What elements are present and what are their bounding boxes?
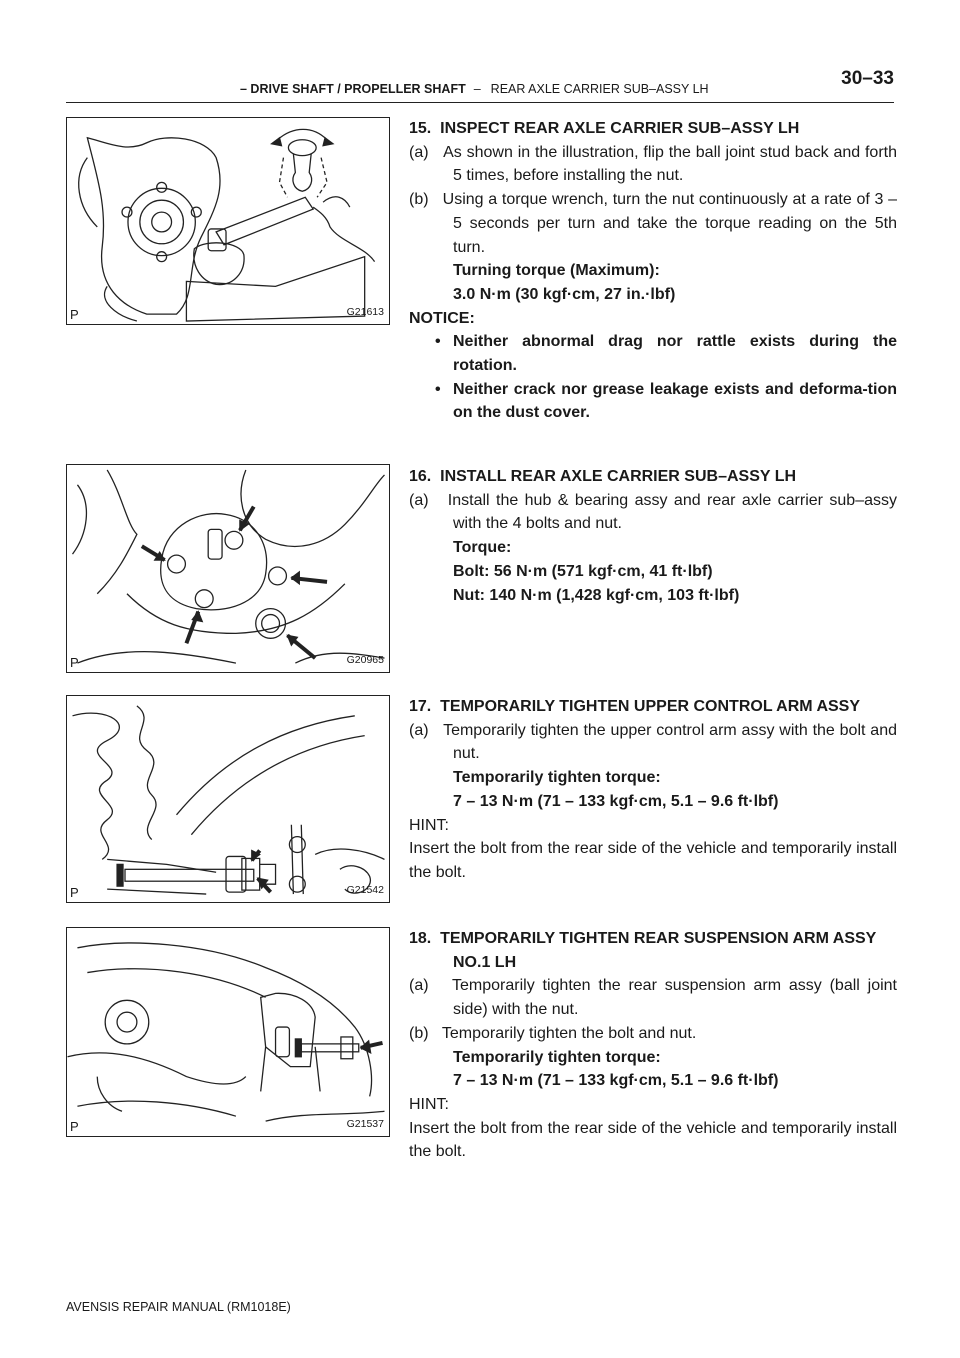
figure-code: G21542 (346, 884, 384, 896)
step-18 (409, 927, 897, 1164)
step-item: (a) As shown in the illustration, flip the ball joint stud back and forth 5 times, before installing the nut. (409, 143, 897, 185)
step-item: (a) Install the hub & bearing assy and rear axle carrier sub–assy with the 4 bolts and nut. (409, 491, 897, 533)
hint-text: Insert the bolt from the rear side of the vehicle and temporarily install the bolt. (409, 1119, 897, 1161)
spec-value: Bolt: 56 N·m (571 kgf·cm, 41 ft·lbf) (453, 562, 713, 580)
figure-p-mark: P (70, 655, 79, 670)
bullet-icon: • (435, 380, 441, 398)
hint-label: HINT: (409, 816, 449, 834)
step-16 (409, 465, 897, 607)
spec-label: Temporarily tighten torque: (453, 769, 661, 787)
notice-bullet: • Neither crack nor grease leakage exists and deforma-tion on the dust cover. (409, 378, 897, 425)
spec-value: 7 – 13 N·m (71 – 133 kgf·cm, 5.1 – 9.6 ft·lbf) (453, 1072, 779, 1090)
section-title: – DRIVE SHAFT / PROPELLER SHAFT – REAR AXLE CARRIER SUB–ASSY LH (240, 82, 709, 96)
figure-code: G21613 (346, 306, 384, 318)
figure-upper-control-arm (66, 695, 390, 903)
spec-label: Turning torque (Maximum): (453, 262, 660, 280)
figure-rear-suspension-arm (66, 927, 390, 1137)
figure-ball-joint-inspection (66, 117, 390, 325)
rear-suspension-arm-illustration (67, 928, 389, 1136)
page-number: 30–33 (841, 68, 894, 89)
axle-carrier-illustration (67, 465, 389, 672)
ball-joint-illustration (67, 118, 389, 324)
step-item: (a) Temporarily tighten the upper control arm assy with the bolt and nut. (409, 721, 897, 763)
manual-footer: AVENSIS REPAIR MANUAL (RM1018E) (66, 1300, 291, 1314)
step-title: 16. INSTALL REAR AXLE CARRIER SUB–ASSY LH (409, 468, 797, 485)
bullet-icon: • (435, 333, 441, 351)
spec-label: Temporarily tighten torque: (453, 1048, 661, 1066)
step-15 (409, 117, 897, 425)
spec-value: 3.0 N·m (30 kgf·cm, 27 in.·lbf) (453, 285, 676, 303)
figure-axle-carrier-bolts (66, 464, 390, 673)
hint-label: HINT: (409, 1095, 449, 1113)
figure-p-mark: P (70, 307, 79, 322)
step-item: (b) Temporarily tighten the bolt and nut. (409, 1024, 697, 1042)
hint-text: Insert the bolt from the rear side of the vehicle and temporarily install the bolt. (409, 840, 897, 881)
notice-label: NOTICE: (409, 309, 475, 327)
notice-bullet: • Neither abnormal drag nor rattle exists during the rotation. (409, 330, 897, 377)
figure-p-mark: P (70, 1119, 79, 1134)
spec-value: Nut: 140 N·m (1,428 kgf·cm, 103 ft·lbf) (453, 586, 740, 604)
step-item: (a) Temporarily tighten the rear suspension arm assy (ball joint side) with the nut. (409, 977, 897, 1019)
step-title: 18. TEMPORARILY TIGHTEN REAR SUSPENSION ARM ASSY NO.1 LH (409, 930, 877, 971)
spec-value: 7 – 13 N·m (71 – 133 kgf·cm, 5.1 – 9.6 ft·lbf) (453, 792, 779, 810)
step-title: 15. INSPECT REAR AXLE CARRIER SUB–ASSY LH (409, 120, 800, 137)
upper-control-arm-illustration (67, 696, 389, 902)
spec-label: Torque: (453, 539, 512, 557)
step-17 (409, 695, 897, 885)
step-title: 17. TEMPORARILY TIGHTEN UPPER CONTROL ARM ASSY (409, 698, 861, 715)
step-item: (b) Using a torque wrench, turn the nut continuously at a rate of 3 – 5 seconds per turn and take the torque reading on the 5th turn. (409, 191, 897, 256)
figure-p-mark: P (70, 885, 79, 900)
figure-code: G20965 (346, 654, 384, 666)
page-header (66, 68, 894, 103)
figure-code: G21537 (346, 1118, 384, 1130)
